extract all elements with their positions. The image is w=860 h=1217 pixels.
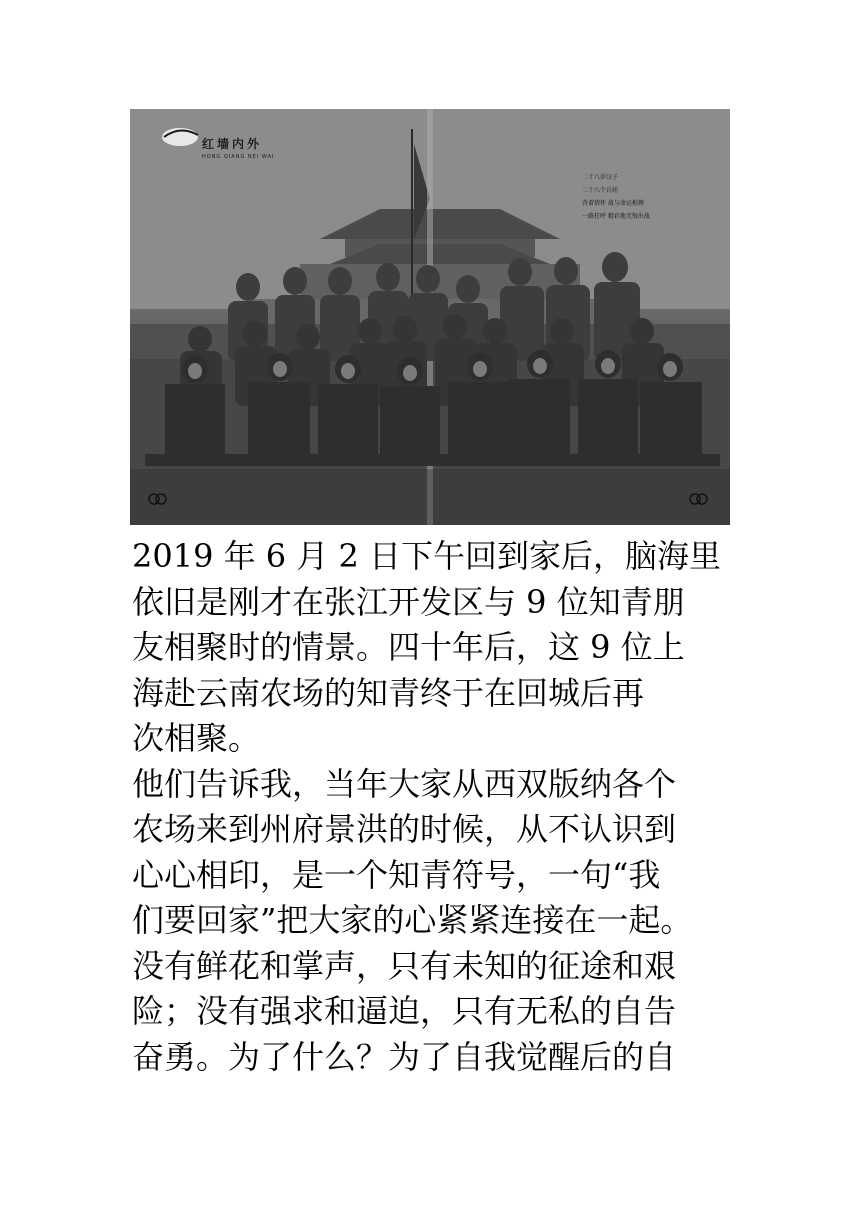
article-body	[132, 534, 752, 1080]
caption-line: 背着情怀 战与命运相搏	[582, 200, 644, 207]
magazine-subtitle: HONG QIANG NEI WAI	[202, 154, 275, 160]
magazine-logo	[202, 135, 274, 160]
caption-line: 一路狂呼 精彩地无悔出战	[582, 213, 650, 220]
magazine-title: 红墙内外	[202, 137, 263, 151]
caption-line: 二十八个兵娃	[582, 187, 619, 194]
paragraph-1: 2019 年 6 月 2 日下午回到家后，脑海里 依旧是刚才在张江开发区与 9 位知青朋 友相聚时的情景。四十年后，这 9 位上 海赴云南农场的知青终于在回城后再 次相聚。	[132, 537, 722, 757]
paragraph-2: 他们告诉我，当年大家从西双版纳各个 农场来到州府景洪的时候，从不认识到 心心相印，是一个知青符号，一句“我 们要回家”把大家的心紧紧连接在一起。 没有鲜花和掌声，只有未知的征途和艰 险；没有强求和逼迫，只有无私的自告 奋勇。为了什么？为了自我觉醒后的自	[132, 764, 693, 1076]
group-photo	[130, 109, 730, 525]
magazine-logo-icon	[162, 128, 198, 146]
photo-caption	[582, 171, 650, 223]
caption-line: 二十八岁汉子	[582, 174, 619, 181]
